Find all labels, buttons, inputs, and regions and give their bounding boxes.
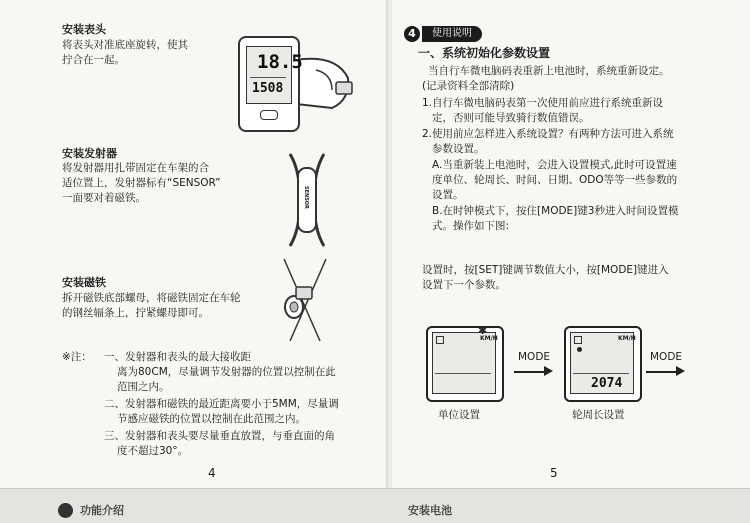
right-page xyxy=(392,0,750,488)
sub-item-a-cont: 度单位、轮周长、时间、日期、ODO等等一些参数的 xyxy=(432,174,678,186)
body-text: 拧合在一起。 xyxy=(62,54,125,66)
bike-computer-illustration xyxy=(236,30,356,132)
body-text: 设置下一个参数。 xyxy=(422,279,506,291)
left-page xyxy=(0,0,388,488)
unit-text: KM/H xyxy=(618,335,636,342)
magnet-illustration xyxy=(270,255,336,345)
body-text: 设置时，按[SET]键调节数值大小，按[MODE]键进入 xyxy=(422,264,669,276)
body-text: 一面要对着磁铁。 xyxy=(62,192,146,204)
body-text: 适位置上，发射器标有“SENSOR” xyxy=(62,177,221,189)
mode-label: MODE xyxy=(650,351,683,363)
note-1-cont: 离为80CM，尽量调节发射器的位置以控制在此 xyxy=(117,366,336,378)
note-2-cont: 节感应磁铁的位置以控制在此范围之内。 xyxy=(117,413,306,425)
arrow-line xyxy=(646,371,678,373)
sensor-illustration xyxy=(282,150,332,250)
section-heading: 一、系统初始化参数设置 xyxy=(418,46,551,60)
section-title-install-magnet: 安装磁铁 xyxy=(62,276,106,289)
device-lcd xyxy=(246,46,303,104)
body-text: 拆开磁铁底部螺母，将磁铁固定在车轮 xyxy=(62,292,241,304)
body-text: 将表头对准底座旋转，使其 xyxy=(62,39,188,51)
body-text: 将发射器用扎带固定在车架的合 xyxy=(62,162,209,174)
blink-icon: ✱ xyxy=(478,324,488,337)
next-page-title-right: 安装电池 xyxy=(408,504,452,517)
speed-digits: 18.5 xyxy=(257,51,303,73)
section-badge-label: 使用说明 xyxy=(422,26,482,42)
caption-unit-setting: 单位设置 xyxy=(438,409,480,421)
next-page-title-left: 功能介绍 xyxy=(80,504,124,517)
list-item: 1.自行车微电脑码表第一次使用前应进行系统重新设 xyxy=(422,97,664,109)
lcd-divider xyxy=(250,77,286,78)
unit-text: KM/H xyxy=(480,335,498,342)
sensor-label: SENSOR xyxy=(303,186,309,209)
lcd-indicator xyxy=(436,336,444,344)
note-1-cont: 范围之内。 xyxy=(117,381,170,393)
lcd-dot xyxy=(577,347,582,352)
arrow-right-icon xyxy=(544,366,553,376)
page-number: 4 xyxy=(208,466,216,480)
mode-label: MODE xyxy=(518,351,551,363)
note-2: 二、发射器和磁铁的最近距离要小于5MM，尽量调 xyxy=(104,398,339,410)
body-text: (记录资料全部清除) xyxy=(422,80,515,92)
lcd-indicator xyxy=(574,336,582,344)
caption-wheel-setting: 轮周长设置 xyxy=(572,409,625,421)
section-title-install-head: 安装表头 xyxy=(62,23,106,36)
arrow-line xyxy=(514,371,546,373)
list-item-cont: 参数设置。 xyxy=(432,143,485,155)
note-3-cont: 度不超过30°。 xyxy=(117,445,189,457)
note-1: 一、发射器和表头的最大接收距 xyxy=(104,351,251,363)
list-item-cont: 定，否则可能导致骑行数值错误。 xyxy=(432,112,590,124)
device-body xyxy=(238,36,303,132)
badge-dot xyxy=(58,503,73,518)
screen-unit-setting xyxy=(426,326,504,402)
next-spread-strip xyxy=(0,488,750,523)
note-prefix: ※注： xyxy=(62,351,92,363)
sub-item-a-cont: 设置。 xyxy=(432,189,464,201)
lcd-divider xyxy=(435,373,491,374)
body-text: 当自行车微电脑码表重新上电池时，系统重新设定。 xyxy=(428,65,670,77)
lcd-divider xyxy=(573,373,629,374)
sub-item-a: A.当重新装上电池时，会进入设置模式,此时可设置速 xyxy=(432,159,677,171)
wheel-digits: 2074 xyxy=(591,376,623,391)
section-badge-number: 4 xyxy=(404,26,420,42)
section-title-install-sensor: 安装发射器 xyxy=(62,147,117,160)
note-3: 三、发射器和表头要尽量垂直放置，与垂直面的角 xyxy=(104,430,335,442)
screen-wheel-setting xyxy=(564,326,642,402)
arrow-right-icon xyxy=(676,366,685,376)
sub-item-b-cont: 式。操作如下图: xyxy=(432,220,510,232)
body-text: 的钢丝辐条上，拧紧螺母即可。 xyxy=(62,307,209,319)
device-button-shape xyxy=(260,110,278,120)
odometer-digits: 1508 xyxy=(252,81,284,96)
list-item: 2.使用前应怎样进入系统设置？有两种方法可进入系统 xyxy=(422,128,674,140)
sub-item-b: B.在时钟模式下，按住[MODE]键3秒进入时间设置模 xyxy=(432,205,679,217)
page-number: 5 xyxy=(550,466,558,480)
screen-lcd xyxy=(432,332,496,394)
screen-lcd xyxy=(570,332,634,394)
